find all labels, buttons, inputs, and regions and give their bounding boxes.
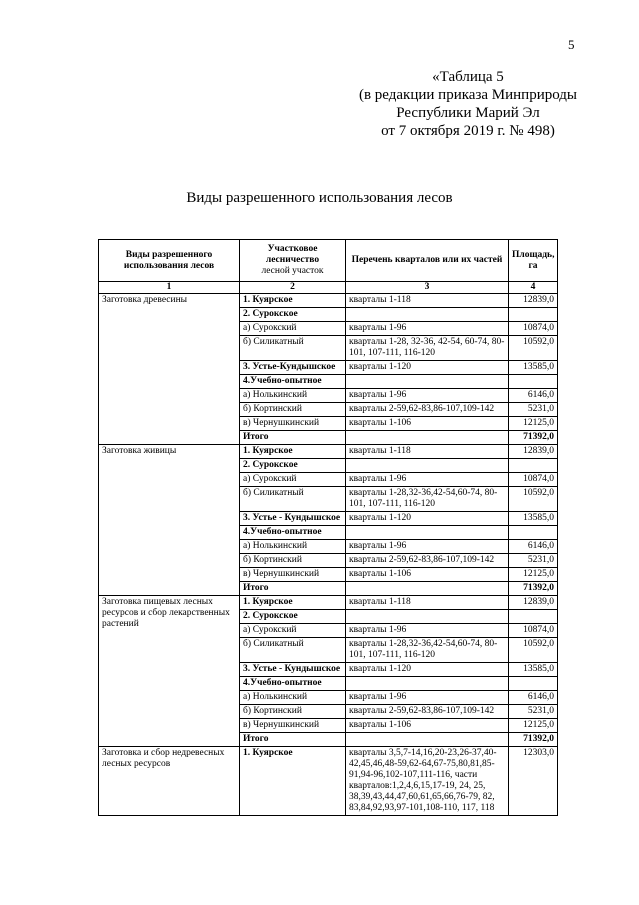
total-area: 71392,0 xyxy=(509,431,558,445)
area-cell: 12839,0 xyxy=(509,596,558,610)
forestry-cell: а) Сурокский xyxy=(240,322,346,336)
quarters-cell: кварталы 1-28,32-36,42-54,60-74, 80-101, 107-111, 116-120 xyxy=(346,638,509,663)
quarters-cell: кварталы 1-96 xyxy=(346,322,509,336)
area-cell: 12125,0 xyxy=(509,568,558,582)
forestry-cell: а) Нолькинский xyxy=(240,691,346,705)
area-cell: 6146,0 xyxy=(509,540,558,554)
use-type-cell: Заготовка древесины xyxy=(99,294,240,445)
area-cell xyxy=(509,459,558,473)
forestry-cell: б) Кортинский xyxy=(240,403,346,417)
area-cell xyxy=(509,308,558,322)
area-cell: 12839,0 xyxy=(509,294,558,308)
area-cell: 10592,0 xyxy=(509,638,558,663)
header-line: «Таблица 5 xyxy=(432,69,504,85)
quarters-cell: кварталы 1-106 xyxy=(346,719,509,733)
header-line: от 7 октября 2019 г. № 498) xyxy=(381,123,555,139)
table-body xyxy=(99,294,558,816)
table-header-row xyxy=(99,240,558,282)
table-row xyxy=(99,747,558,816)
area-cell xyxy=(509,375,558,389)
column-number: 4 xyxy=(509,282,558,294)
forestry-cell: 2. Сурокское xyxy=(240,308,346,322)
column-number: 3 xyxy=(346,282,509,294)
forestry-cell: б) Кортинский xyxy=(240,554,346,568)
header-forestry-bold: Участковое лесничество xyxy=(265,244,320,265)
area-cell: 13585,0 xyxy=(509,361,558,375)
area-cell: 12839,0 xyxy=(509,445,558,459)
total-area: 71392,0 xyxy=(509,733,558,747)
quarters-cell: кварталы 1-96 xyxy=(346,540,509,554)
forestry-cell: а) Сурокский xyxy=(240,624,346,638)
total-label: Итого xyxy=(240,733,346,747)
forestry-cell: 2. Сурокское xyxy=(240,459,346,473)
quarters-cell: кварталы 1-120 xyxy=(346,361,509,375)
forestry-cell: 3. Устье-Кундышское xyxy=(240,361,346,375)
forestry-cell: б) Кортинский xyxy=(240,705,346,719)
forestry-cell: 4.Учебно-опытное xyxy=(240,526,346,540)
area-cell: 12303,0 xyxy=(509,747,558,816)
header-line: (в редакции приказа Минприроды xyxy=(358,87,577,103)
header-forestry xyxy=(240,240,346,282)
quarters-cell: кварталы 1-118 xyxy=(346,596,509,610)
forestry-cell: 2. Сурокское xyxy=(240,610,346,624)
forestry-cell: 1. Куярское xyxy=(240,596,346,610)
area-cell xyxy=(509,677,558,691)
forest-use-table xyxy=(98,239,558,816)
forestry-cell: 3. Устье - Кундышское xyxy=(240,512,346,526)
quarters-cell xyxy=(346,526,509,540)
quarters-cell: кварталы 3,5,7-14,16,20-23,26-37,40-42,45,46,48-59,62-64,67-75,80,81,85-91,94-96,102-107,111-116, части кварталов:1,2,4,6,15,17-19, 24, 25, 38,39,43,44,47,60,61,65,66,76-79, 82, 83,84,92,93,97-101,108-110, 117, 118 xyxy=(346,747,509,816)
forestry-cell: 1. Куярское xyxy=(240,747,346,816)
forestry-cell: а) Нолькинский xyxy=(240,389,346,403)
area-cell xyxy=(509,526,558,540)
column-number: 1 xyxy=(99,282,240,294)
quarters-cell: кварталы 2-59,62-83,86-107,109-142 xyxy=(346,554,509,568)
table-row xyxy=(99,445,558,459)
total-area: 71392,0 xyxy=(509,582,558,596)
area-cell: 13585,0 xyxy=(509,512,558,526)
use-type-cell: Заготовка живицы xyxy=(99,445,240,596)
forestry-cell: в) Чернушкинский xyxy=(240,568,346,582)
area-cell: 12125,0 xyxy=(509,719,558,733)
area-cell xyxy=(509,610,558,624)
quarters-cell xyxy=(346,677,509,691)
quarters-cell: кварталы 1-120 xyxy=(346,512,509,526)
area-cell: 10874,0 xyxy=(509,322,558,336)
forestry-cell: б) Силикатный xyxy=(240,638,346,663)
page-number: 5 xyxy=(568,37,575,52)
total-label: Итого xyxy=(240,431,346,445)
area-cell: 10874,0 xyxy=(509,473,558,487)
quarters-cell: кварталы 1-106 xyxy=(346,417,509,431)
area-cell: 5231,0 xyxy=(509,705,558,719)
area-cell: 12125,0 xyxy=(509,417,558,431)
column-number: 2 xyxy=(240,282,346,294)
header-forestry-normal: лесной участок xyxy=(261,266,324,276)
quarters-cell: кварталы 1-96 xyxy=(346,691,509,705)
total-empty-cell xyxy=(346,733,509,747)
area-cell: 5231,0 xyxy=(509,403,558,417)
total-label: Итого xyxy=(240,582,346,596)
quarters-cell: кварталы 1-118 xyxy=(346,445,509,459)
document-title: Виды разрешенного использования лесов xyxy=(186,190,453,206)
area-cell: 10592,0 xyxy=(509,487,558,512)
header-use: Виды разрешенного использования лесов xyxy=(99,240,240,282)
table-row xyxy=(99,596,558,610)
header-line: Республики Марий Эл xyxy=(396,105,540,121)
forestry-cell: а) Сурокский xyxy=(240,473,346,487)
quarters-cell xyxy=(346,610,509,624)
forestry-cell: 1. Куярское xyxy=(240,294,346,308)
forestry-cell: в) Чернушкинский xyxy=(240,719,346,733)
total-empty-cell xyxy=(346,582,509,596)
forestry-cell: в) Чернушкинский xyxy=(240,417,346,431)
quarters-cell: кварталы 1-96 xyxy=(346,624,509,638)
quarters-cell: кварталы 1-118 xyxy=(346,294,509,308)
area-cell: 13585,0 xyxy=(509,663,558,677)
forestry-cell: а) Нолькинский xyxy=(240,540,346,554)
area-cell: 5231,0 xyxy=(509,554,558,568)
forestry-cell: 1. Куярское xyxy=(240,445,346,459)
header-block xyxy=(359,68,577,140)
forestry-cell: 4.Учебно-опытное xyxy=(240,375,346,389)
area-cell: 10874,0 xyxy=(509,624,558,638)
area-cell: 6146,0 xyxy=(509,389,558,403)
column-number-row xyxy=(99,282,558,294)
forestry-cell: 3. Устье - Кундышское xyxy=(240,663,346,677)
total-empty-cell xyxy=(346,431,509,445)
table-row xyxy=(99,294,558,308)
area-cell: 6146,0 xyxy=(509,691,558,705)
quarters-cell: кварталы 2-59,62-83,86-107,109-142 xyxy=(346,705,509,719)
use-type-cell: Заготовка и сбор недревесных лесных ресурсов xyxy=(99,747,240,816)
quarters-cell xyxy=(346,375,509,389)
header-area: Площадь, га xyxy=(509,240,558,282)
quarters-cell: кварталы 1-96 xyxy=(346,473,509,487)
use-type-cell: Заготовка пищевых лесных ресурсов и сбор лекарственных растений xyxy=(99,596,240,747)
quarters-cell: кварталы 1-28,32-36,42-54,60-74, 80-101, 107-111, 116-120 xyxy=(346,487,509,512)
forestry-cell: 4.Учебно-опытное xyxy=(240,677,346,691)
area-cell: 10592,0 xyxy=(509,336,558,361)
quarters-cell: кварталы 1-28, 32-36, 42-54, 60-74, 80-101, 107-111, 116-120 xyxy=(346,336,509,361)
quarters-cell: кварталы 2-59,62-83,86-107,109-142 xyxy=(346,403,509,417)
quarters-cell xyxy=(346,459,509,473)
forestry-cell: б) Силикатный xyxy=(240,487,346,512)
quarters-cell: кварталы 1-96 xyxy=(346,389,509,403)
header-quarters: Перечень кварталов или их частей xyxy=(346,240,509,282)
quarters-cell: кварталы 1-120 xyxy=(346,663,509,677)
quarters-cell xyxy=(346,308,509,322)
quarters-cell: кварталы 1-106 xyxy=(346,568,509,582)
forestry-cell: б) Силикатный xyxy=(240,336,346,361)
